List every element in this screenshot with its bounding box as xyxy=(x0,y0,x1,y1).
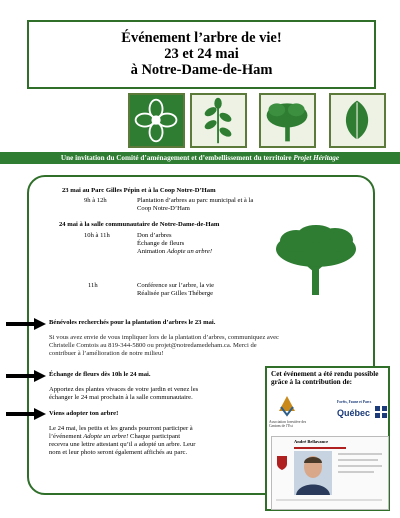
arrow-right-icon xyxy=(6,408,46,420)
mp-name: André Bellavance xyxy=(294,439,329,444)
partners-heading xyxy=(271,370,389,386)
quebec-wordmark: Québec xyxy=(337,408,371,418)
mp-contact-line xyxy=(338,459,378,461)
association-name: Association forestière des Cantons de l’Est xyxy=(269,420,307,428)
mp-card xyxy=(271,436,389,510)
day2-activity-line5: Réalisée par Gilles Théberge xyxy=(137,290,214,297)
ministry-name: Forêts, Faune et Parcs xyxy=(337,400,372,404)
day1-time: 9h à 12h xyxy=(84,197,107,204)
mp-photo xyxy=(294,451,332,495)
adopt-body-line1: Le 24 mai, les petits et les grands pourront participer à xyxy=(49,425,193,432)
arrow-right-icon xyxy=(6,318,46,330)
day2-heading: 24 mai à la salle communautaire de Notre-Dame-de-Ham xyxy=(59,221,220,228)
tree-icon xyxy=(259,93,316,148)
quebec-flag-icon xyxy=(375,406,387,418)
association-logo-icon xyxy=(273,395,301,417)
volunteers-heading: Bénévoles recherchés pour la plantation d’arbres le 23 mai. xyxy=(49,319,216,326)
leaf-icon xyxy=(329,93,386,148)
hibiscus-flower-icon xyxy=(128,93,185,148)
leafy-branch-icon xyxy=(190,93,247,148)
mp-contact-line xyxy=(338,453,382,455)
flowers-body-line2: échanger le 24 mai prochain à la salle communautaire. xyxy=(49,394,193,401)
event-dates: 23 et 24 mai xyxy=(164,46,239,62)
adopt-body-line3: recevra une lettre attestant qu’il a adopté un arbre. Leur xyxy=(49,441,196,448)
adopt-body-suffix: Chaque participant xyxy=(128,433,181,440)
day1-activity-line1: Plantation d’arbres au parc municipal et à la xyxy=(137,197,254,204)
day2-activity-line3 xyxy=(137,248,212,256)
day2-activity-line4: Conférence sur l’arbre, la vie xyxy=(137,282,215,289)
adopt-body-line2 xyxy=(49,433,180,441)
adopt-body-event-name: Adopte un arbre! xyxy=(83,433,129,440)
flowers-heading: Échange de fleurs dès 10h le 24 mai. xyxy=(49,371,151,378)
event-location: à Notre-Dame-de-Ham xyxy=(130,62,273,78)
day1-heading: 23 mai au Parc Gilles Pépin et à la Coop Notre-D’Ham xyxy=(62,187,216,194)
invitation-project-name: Projet Héritage xyxy=(293,154,340,162)
event-title: Événement l’arbre de vie! xyxy=(121,30,282,46)
partners-heading-line2: grâce à la contribution de: xyxy=(271,378,353,386)
invitation-banner xyxy=(0,152,400,164)
partners-heading-line1: Cet événement a été rendu possible xyxy=(271,370,379,378)
adopt-heading: Viens adopter ton arbre! xyxy=(49,410,119,417)
adopt-body-line4: nom et leur photo seront également affichés au parc. xyxy=(49,449,188,456)
flowers-body-line1: Apportez des plantes vivaces de votre jardin et venez les xyxy=(49,386,199,393)
animation-label: Animation xyxy=(137,248,167,255)
mp-card-divider xyxy=(294,447,346,449)
volunteers-body-line3: contribuer à l’amélioration de notre milieu! xyxy=(49,350,164,357)
day2-activity-line2: Échange de fleurs xyxy=(137,240,185,247)
volunteers-body-line2: Christelle Comtois au 819-344-5800 ou projet@notredamedeham.ca. Merci de xyxy=(49,342,257,349)
day2-time-2: 11h xyxy=(88,282,98,289)
adopt-body-prefix: l’événement xyxy=(49,433,84,440)
mp-contact-line xyxy=(338,471,374,473)
title-box xyxy=(27,20,376,89)
adopt-tree-label: Adopte un arbre! xyxy=(166,248,213,255)
invitation-text: Une invitation du Comité d’aménagement et d’embellissement du territoire xyxy=(60,154,294,162)
day2-activity-line1: Don d’arbres xyxy=(137,232,172,239)
coat-of-arms-icon xyxy=(276,455,288,471)
mp-footer-line xyxy=(276,499,382,501)
day2-time-1: 10h à 11h xyxy=(84,232,110,239)
mp-contact-line xyxy=(338,465,382,467)
day1-activity-line2: Coop Notre-D’Ham xyxy=(137,205,190,212)
volunteers-body-line1: Si vous avez envie de vous impliquer lors de la plantation d’arbres, communiquez avec xyxy=(49,334,279,341)
arrow-right-icon xyxy=(6,370,46,382)
partners-box xyxy=(265,366,390,511)
tree-illustration xyxy=(271,225,361,297)
